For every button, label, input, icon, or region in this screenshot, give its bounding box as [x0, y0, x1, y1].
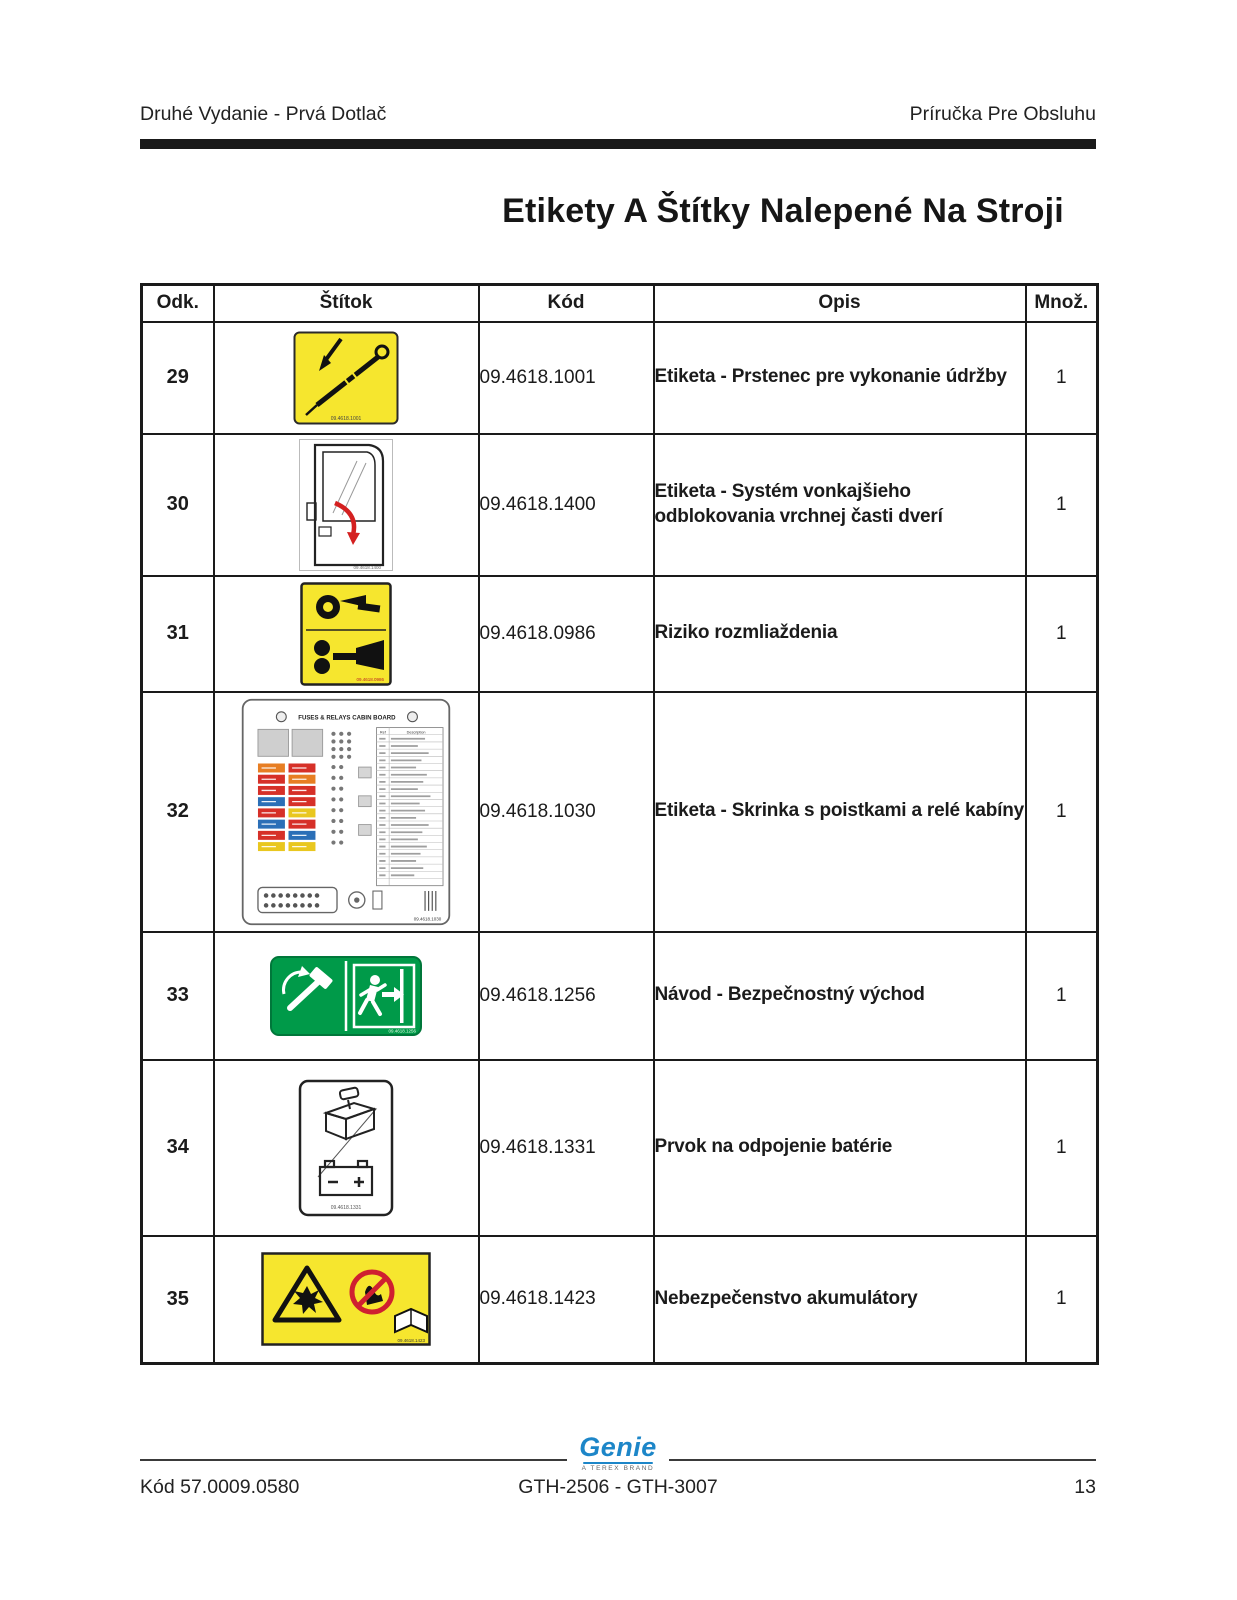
code-cell: 09.4618.1400 — [479, 434, 654, 576]
qty-cell: 1 — [1026, 1060, 1098, 1236]
table-row — [142, 1236, 1098, 1364]
maintenance-ring-decal — [293, 331, 399, 425]
code-cell: 09.4618.1256 — [479, 932, 654, 1060]
desc-cell: Etiketa - Systém vonkajšieho odblokovania vrchnej časti dverí — [654, 434, 1026, 576]
battery-danger-decal — [261, 1252, 431, 1346]
footer-rule-left — [140, 1459, 567, 1461]
ref-cell: 29 — [142, 322, 214, 434]
decal-code-text: 09.4618.1256 — [388, 1028, 416, 1033]
ref-cell: 33 — [142, 932, 214, 1060]
table-row — [142, 932, 1098, 1060]
relay-block — [258, 729, 289, 756]
decal-cell — [214, 1060, 479, 1236]
col-header-desc: Opis — [654, 285, 1026, 322]
ref-cell: 31 — [142, 576, 214, 692]
table-row — [142, 322, 1098, 434]
desc-cell: Návod - Bezpečnostný východ — [654, 932, 1026, 1060]
table-row — [142, 692, 1098, 932]
ref-cell: 34 — [142, 1060, 214, 1236]
genie-logo-text: Genie — [579, 1432, 657, 1462]
relay-block — [292, 729, 323, 756]
genie-logo — [567, 1434, 669, 1473]
battery-disconnect-decal — [298, 1079, 394, 1217]
legend-desc-header: Description — [406, 729, 426, 734]
col-header-ref: Odk. — [142, 285, 214, 322]
decal-code-text: 09.4618.1423 — [397, 1338, 425, 1344]
decal-cell — [214, 576, 479, 692]
qty-cell: 1 — [1026, 1236, 1098, 1364]
roller-icon — [314, 658, 330, 674]
decal-title-text: FUSES & RELAYS CABIN BOARD — [298, 713, 396, 721]
footer-model-text: GTH-2506 - GTH-3007 — [518, 1476, 718, 1498]
col-header-code: Kód — [479, 285, 654, 322]
footer-page-number: 13 — [1074, 1476, 1096, 1498]
page-footer — [140, 1476, 1096, 1499]
desc-cell: Etiketa - Prstenec pre vykonanie údržby — [654, 322, 1026, 434]
decal-code-text: 09.4618.1030 — [413, 916, 442, 922]
code-cell: 09.4618.1001 — [479, 322, 654, 434]
code-cell: 09.4618.1331 — [479, 1060, 654, 1236]
decal-code-text: 09.4618.1400 — [353, 564, 381, 570]
ref-cell: 30 — [142, 434, 214, 576]
header-rule — [140, 139, 1096, 149]
decal-code-text: 09.4618.0986 — [356, 676, 384, 682]
header-right-text: Príručka Pre Obsluhu — [909, 103, 1096, 125]
roller-icon — [314, 640, 330, 656]
screw-icon — [408, 711, 418, 721]
code-cell: 09.4618.0986 — [479, 576, 654, 692]
labels-table — [140, 283, 1099, 1365]
desc-cell: Nebezpečenstvo akumulátory — [654, 1236, 1026, 1364]
decal-cell — [214, 932, 479, 1060]
fuses-relays-cabin-board-decal — [240, 697, 452, 927]
col-header-decal: Štítok — [214, 285, 479, 322]
table-header-row — [142, 285, 1098, 322]
screw-icon — [276, 711, 286, 721]
genie-logo-underline — [583, 1462, 653, 1464]
qty-cell: 1 — [1026, 322, 1098, 434]
col-header-qty: Množ. — [1026, 285, 1098, 322]
legend-ref-header: Ref — [379, 729, 386, 734]
qty-cell: 1 — [1026, 434, 1098, 576]
desc-cell: Prvok na odpojenie batérie — [654, 1060, 1026, 1236]
decal-cell — [214, 322, 479, 434]
page-header — [140, 103, 1096, 126]
crush-hazard-decal — [300, 582, 392, 686]
qty-cell: 1 — [1026, 576, 1098, 692]
decal-code-text: 09.4618.1001 — [330, 415, 362, 422]
fuse-legend-table — [377, 727, 443, 885]
table-row — [142, 434, 1098, 576]
header-left-text: Druhé Vydanie - Prvá Dotlač — [140, 103, 387, 125]
decal-code-text: 09.4618.1331 — [330, 1204, 362, 1211]
genie-logo-subtext: A TEREX BRAND — [581, 1465, 655, 1472]
code-cell: 09.4618.1030 — [479, 692, 654, 932]
ref-cell: 32 — [142, 692, 214, 932]
desc-cell: Etiketa - Skrinka s poistkami a relé kabíny — [654, 692, 1026, 932]
table-row — [142, 1060, 1098, 1236]
table-row — [142, 576, 1098, 692]
footer-code-text: Kód 57.0009.0580 — [140, 1476, 300, 1498]
decal-cell — [214, 1236, 479, 1364]
decal-cell — [214, 692, 479, 932]
code-cell: 09.4618.1423 — [479, 1236, 654, 1364]
footer-rule — [140, 1434, 1096, 1473]
qty-cell: 1 — [1026, 932, 1098, 1060]
qty-cell: 1 — [1026, 692, 1098, 932]
decal-cell — [214, 434, 479, 576]
footer-rule-right — [669, 1459, 1096, 1461]
desc-cell: Riziko rozmliaždenia — [654, 576, 1026, 692]
page-title: Etikety A Štítky Nalepené Na Stroji — [502, 192, 1064, 230]
emergency-exit-decal — [270, 956, 422, 1036]
ref-cell: 35 — [142, 1236, 214, 1364]
door-upper-release-decal — [299, 439, 393, 571]
